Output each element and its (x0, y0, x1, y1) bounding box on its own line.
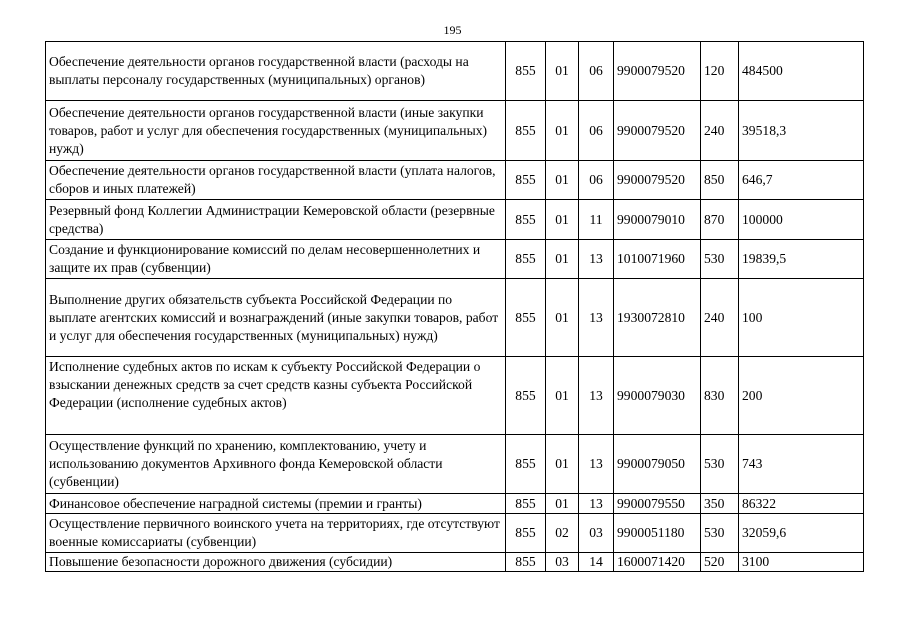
ministry-code: 855 (506, 42, 546, 101)
ministry-code: 855 (506, 435, 546, 494)
expense-name: Осуществление первичного воинского учета на территориях, где отсутствуют военные комиссариаты (субвенции) (46, 514, 506, 553)
target-article-code: 9900051180 (614, 514, 701, 553)
expense-type-code: 530 (701, 514, 739, 553)
table-row (46, 435, 864, 494)
subsection-code: 13 (579, 435, 614, 494)
section-code: 01 (546, 42, 579, 101)
subsection-code: 06 (579, 42, 614, 101)
expense-name: Обеспечение деятельности органов государственной власти (иные закупки товаров, работ и услуг для обеспечения государственных (муниципальных) нужд) (46, 101, 506, 161)
ministry-code: 855 (506, 161, 546, 200)
subsection-code: 13 (579, 279, 614, 357)
expense-name: Исполнение судебных актов по искам к субъекту Российской Федерации о взыскании денежных средств за счет средств казны субъекта Российской Федерации (исполнение судебных актов) (46, 357, 506, 435)
amount: 743 (739, 435, 864, 494)
target-article-code: 1010071960 (614, 240, 701, 279)
amount: 100000 (739, 200, 864, 240)
section-code: 02 (546, 514, 579, 553)
amount: 3100 (739, 553, 864, 572)
expense-type-code: 830 (701, 357, 739, 435)
subsection-code: 11 (579, 200, 614, 240)
subsection-code: 03 (579, 514, 614, 553)
ministry-code: 855 (506, 240, 546, 279)
target-article-code: 1930072810 (614, 279, 701, 357)
expense-type-code: 240 (701, 279, 739, 357)
expense-name: Обеспечение деятельности органов государственной власти (уплата налогов, сборов и иных платежей) (46, 161, 506, 200)
target-article-code: 9900079010 (614, 200, 701, 240)
section-code: 01 (546, 279, 579, 357)
subsection-code: 13 (579, 357, 614, 435)
expense-name: Создание и функционирование комиссий по делам несовершеннолетних и защите их прав (субвенции) (46, 240, 506, 279)
ministry-code: 855 (506, 357, 546, 435)
subsection-code: 06 (579, 101, 614, 161)
expense-type-code: 530 (701, 240, 739, 279)
ministry-code: 855 (506, 200, 546, 240)
amount: 19839,5 (739, 240, 864, 279)
expense-name: Резервный фонд Коллегии Администрации Кемеровской области (резервные средства) (46, 200, 506, 240)
target-article-code: 1600071420 (614, 553, 701, 572)
amount: 484500 (739, 42, 864, 101)
ministry-code: 855 (506, 494, 546, 514)
target-article-code: 9900079050 (614, 435, 701, 494)
table-row (46, 279, 864, 357)
page-number: 195 (443, 23, 462, 37)
table-row (46, 553, 864, 572)
amount: 86322 (739, 494, 864, 514)
target-article-code: 9900079030 (614, 357, 701, 435)
budget-table (45, 41, 864, 572)
expense-type-code: 240 (701, 101, 739, 161)
table-row (46, 101, 864, 161)
expense-type-code: 120 (701, 42, 739, 101)
section-code: 01 (546, 435, 579, 494)
ministry-code: 855 (506, 514, 546, 553)
amount: 32059,6 (739, 514, 864, 553)
amount: 100 (739, 279, 864, 357)
section-code: 01 (546, 101, 579, 161)
ministry-code: 855 (506, 101, 546, 161)
subsection-code: 13 (579, 494, 614, 514)
target-article-code: 9900079520 (614, 42, 701, 101)
section-code: 01 (546, 161, 579, 200)
expense-type-code: 870 (701, 200, 739, 240)
expense-type-code: 520 (701, 553, 739, 572)
subsection-code: 14 (579, 553, 614, 572)
table-row (46, 42, 864, 101)
table-row (46, 357, 864, 435)
target-article-code: 9900079520 (614, 161, 701, 200)
section-code: 01 (546, 200, 579, 240)
target-article-code: 9900079520 (614, 101, 701, 161)
table-row (46, 200, 864, 240)
expense-name: Осуществление функций по хранению, комплектованию, учету и использованию документов Архивного фонда Кемеровской области (субвенции) (46, 435, 506, 494)
section-code: 01 (546, 494, 579, 514)
amount: 646,7 (739, 161, 864, 200)
expense-name: Обеспечение деятельности органов государственной власти (расходы на выплаты персоналу государственных (муниципальных) органов) (46, 42, 506, 101)
table-row (46, 494, 864, 514)
expense-name: Финансовое обеспечение наградной системы (премии и гранты) (46, 494, 506, 514)
table-row (46, 240, 864, 279)
subsection-code: 06 (579, 161, 614, 200)
expense-name: Выполнение других обязательств субъекта Российской Федерации по выплате агентских комиссий и вознаграждений (иные закупки товаров, работ и услуг для обеспечения государственных (муниципальных) нужд) (46, 279, 506, 357)
expense-type-code: 850 (701, 161, 739, 200)
subsection-code: 13 (579, 240, 614, 279)
section-code: 01 (546, 240, 579, 279)
section-code: 01 (546, 357, 579, 435)
table-row (46, 161, 864, 200)
table-row (46, 514, 864, 553)
ministry-code: 855 (506, 553, 546, 572)
section-code: 03 (546, 553, 579, 572)
expense-type-code: 530 (701, 435, 739, 494)
amount: 39518,3 (739, 101, 864, 161)
ministry-code: 855 (506, 279, 546, 357)
expense-type-code: 350 (701, 494, 739, 514)
target-article-code: 9900079550 (614, 494, 701, 514)
amount: 200 (739, 357, 864, 435)
expense-name: Повышение безопасности дорожного движения (субсидии) (46, 553, 506, 572)
